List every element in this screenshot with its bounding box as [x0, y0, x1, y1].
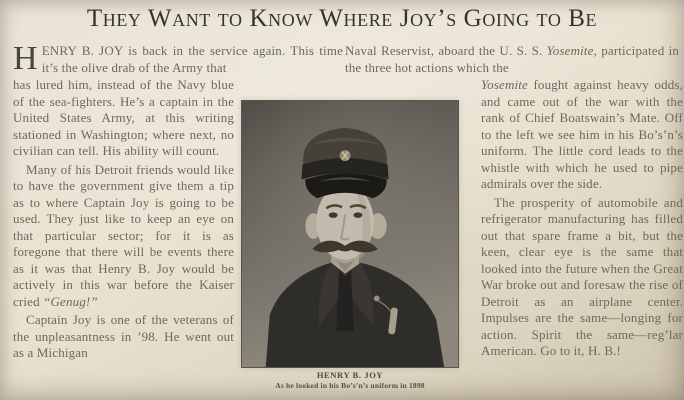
- paragraph: [13, 162, 234, 311]
- left-column: [13, 77, 234, 362]
- photo-caption-title: HENRY B. JOY: [316, 370, 384, 380]
- text-run: ENRY B. JOY is back in the service again. This time it’s the olive drab of the Army that: [41, 43, 343, 75]
- portrait-illustration: [242, 101, 458, 367]
- italic-run: Yosemite: [481, 77, 528, 92]
- article-headline: They Want to Know Where Joy’s Going to Be: [86, 5, 598, 32]
- photo-caption: [241, 370, 459, 390]
- paragraph: [481, 195, 683, 360]
- right-column-intro: [345, 43, 679, 77]
- right-column: [481, 77, 683, 360]
- paragraph: [13, 312, 234, 362]
- text-run: has lured him, instead of the Navy blue of the sea-fighters. He’s a captain in the United States Army, at this writing stationed in Washington; where next, no civilian can tell. His ability will count.: [13, 77, 234, 158]
- text-run: Captain Joy is one of the veterans of the unpleasantness in ’98. He went out as a Michigan: [13, 312, 234, 360]
- portrait-photo: [241, 100, 459, 368]
- text-run: The prosperity of automobile and refrigerator manufacturing has filled out that spare frame a bit, but the keen, clear eye is the same that looked into the future when the Great War broke out and foresaw the rise of Detroit as an airplane center. Impulses are the same—longing for action. Spirit the same—reg’lar American. Go to it, H. B.!: [481, 194, 683, 358]
- text-run: fought against heavy odds, and came out of the war with the rank of Chief Boatswain’s Mate. Off to the left we see him in his Bo’s’n’s uniform. The little cord leads to the whistle with which he used to pipe admirals over the side.: [481, 77, 683, 191]
- text-run: Many of his Detroit friends would like to have the government give them a tip as to where Captain Joy is going to be used. They just like to keep an eye on that particular sector; for it is as foregone that there will be events there as it was that Henry B. Joy would be actively in this war before the Kaiser cried: [13, 161, 234, 309]
- photo-caption-subtitle: As he looked in his Bo’s’n’s uniform in 1898: [275, 381, 425, 390]
- left-column-intro: [13, 40, 343, 77]
- drop-cap: H: [13, 40, 38, 77]
- italic-run: “Genug!”: [43, 293, 98, 309]
- text-run: , participated in the three hot actions which the: [345, 43, 679, 75]
- italic-run: Yosemite: [546, 43, 594, 58]
- paragraph: [481, 77, 683, 193]
- paragraph: [13, 77, 234, 160]
- text-run: Naval Reservist, aboard the U. S. S.: [345, 43, 547, 58]
